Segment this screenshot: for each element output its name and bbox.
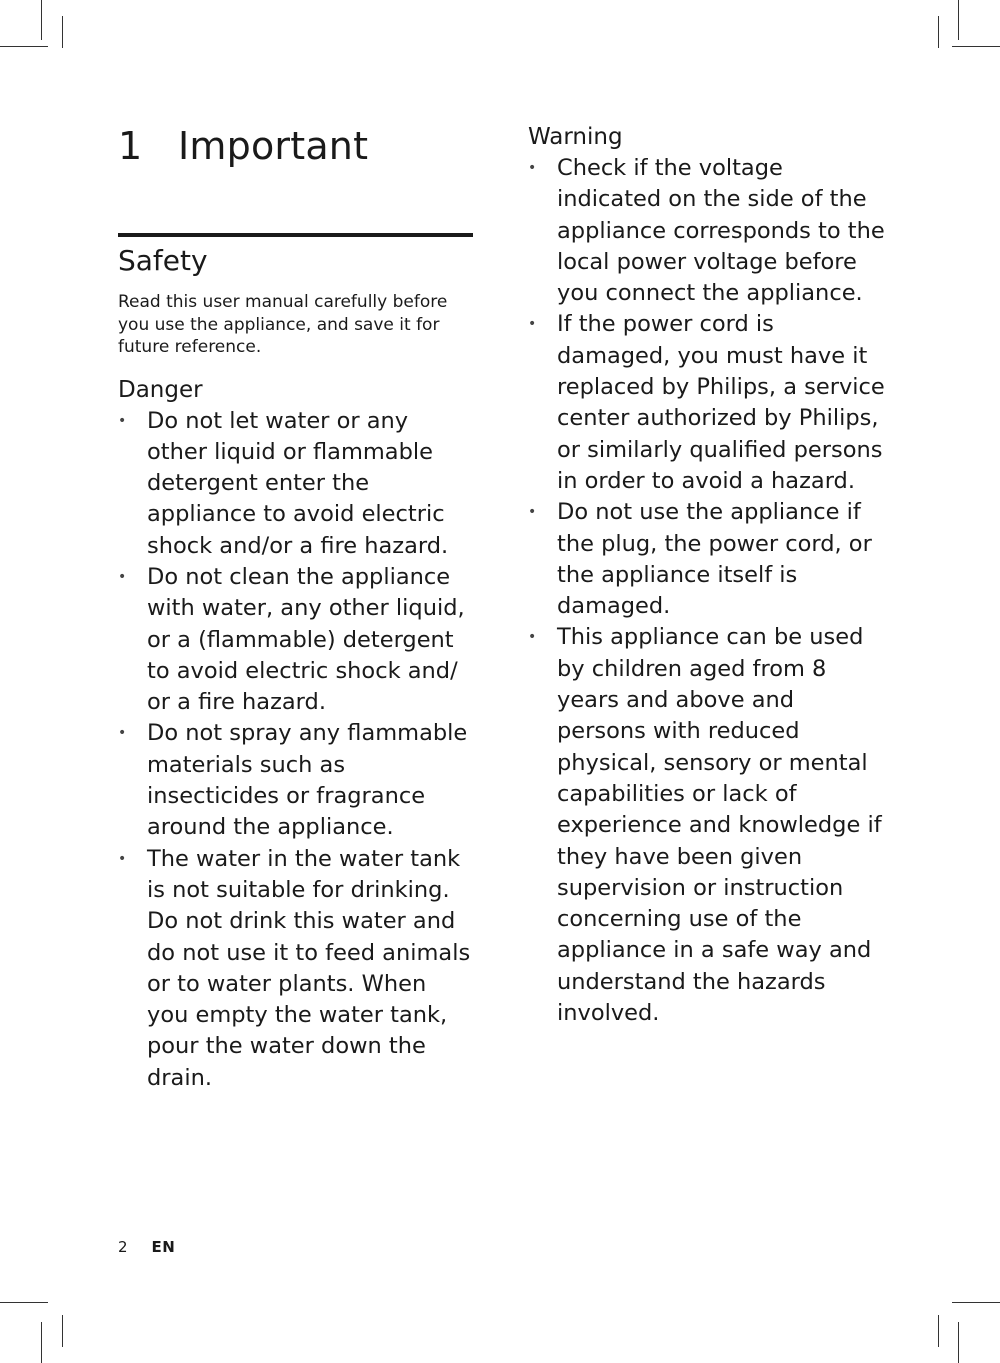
danger-heading: Danger [118,376,203,403]
crop-mark [952,1302,1000,1303]
page-number: 2 [118,1238,128,1256]
bullet-icon: • [528,160,537,176]
bullet-icon: • [118,850,127,867]
crop-mark [62,16,63,48]
list-item: • Do not use the appliance if the plug, the power cord, or the appliance itself is damaged. [528,499,872,620]
safety-intro: Read this user manual carefully before you use the appliance, and save it for future reference. [118,292,448,357]
list-item: • If the power cord is damaged, you must have it replaced by Philips, a service center authorized by Philips, or similarly qualified persons in order to avoid a hazard. [528,311,885,494]
chapter-number: 1 [118,124,143,168]
language-code: EN [151,1238,176,1256]
bullet-icon: • [118,568,127,585]
section-heading-safety: Safety [118,244,208,277]
list-item: • This appliance can be used by children aged from 8 years and above and persons with reduced physical, sensory or mental capabilities or lack of experience and knowledge if they have been given supervision or instruction concerning use of the appliance in a safe way and understand the hazards involved. [528,624,882,1027]
crop-mark [938,1315,939,1347]
list-item: • Do not let water or any other liquid or flammable detergent enter the appliance to avoid electric shock and/or a fire hazard. [118,407,449,559]
bullet-icon: • [528,504,537,521]
crop-mark [41,0,42,40]
bullet-icon: • [118,412,127,429]
crop-mark [0,1302,48,1303]
chapter-title-text: Important [178,124,369,168]
list-item: • The water in the water tank is not suitable for drinking. Do not drink this water and do not use it to feed animals or to water plants. When you empty the water tank, pour the water down the drain. [118,845,471,1091]
warning-heading: Warning [528,124,623,150]
crop-mark [62,1315,63,1347]
crop-mark [41,1322,42,1363]
section-rule [118,233,473,237]
crop-mark [958,0,959,40]
warning-list [528,153,888,1029]
page-footer [118,1238,175,1256]
list-item: • Check if the voltage indicated on the side of the appliance corresponds to the local power voltage before you connect the appliance. [528,155,885,307]
bullet-icon: • [528,629,537,646]
list-item: • Do not spray any flammable materials such as insecticides or fragrance around the appliance. [118,720,468,841]
bullet-icon: • [528,316,537,333]
chapter-title [118,124,473,176]
left-column [118,118,473,1094]
crop-mark [952,46,1000,47]
crop-mark [0,46,48,47]
list-item: • Do not clean the appliance with water, any other liquid, or a (flammable) detergent to avoid electric shock and/ or a fire hazard. [118,563,465,716]
right-column [528,118,888,1029]
bullet-icon: • [118,725,127,742]
danger-list [118,406,473,1095]
crop-mark [958,1322,959,1363]
crop-mark [938,16,939,48]
